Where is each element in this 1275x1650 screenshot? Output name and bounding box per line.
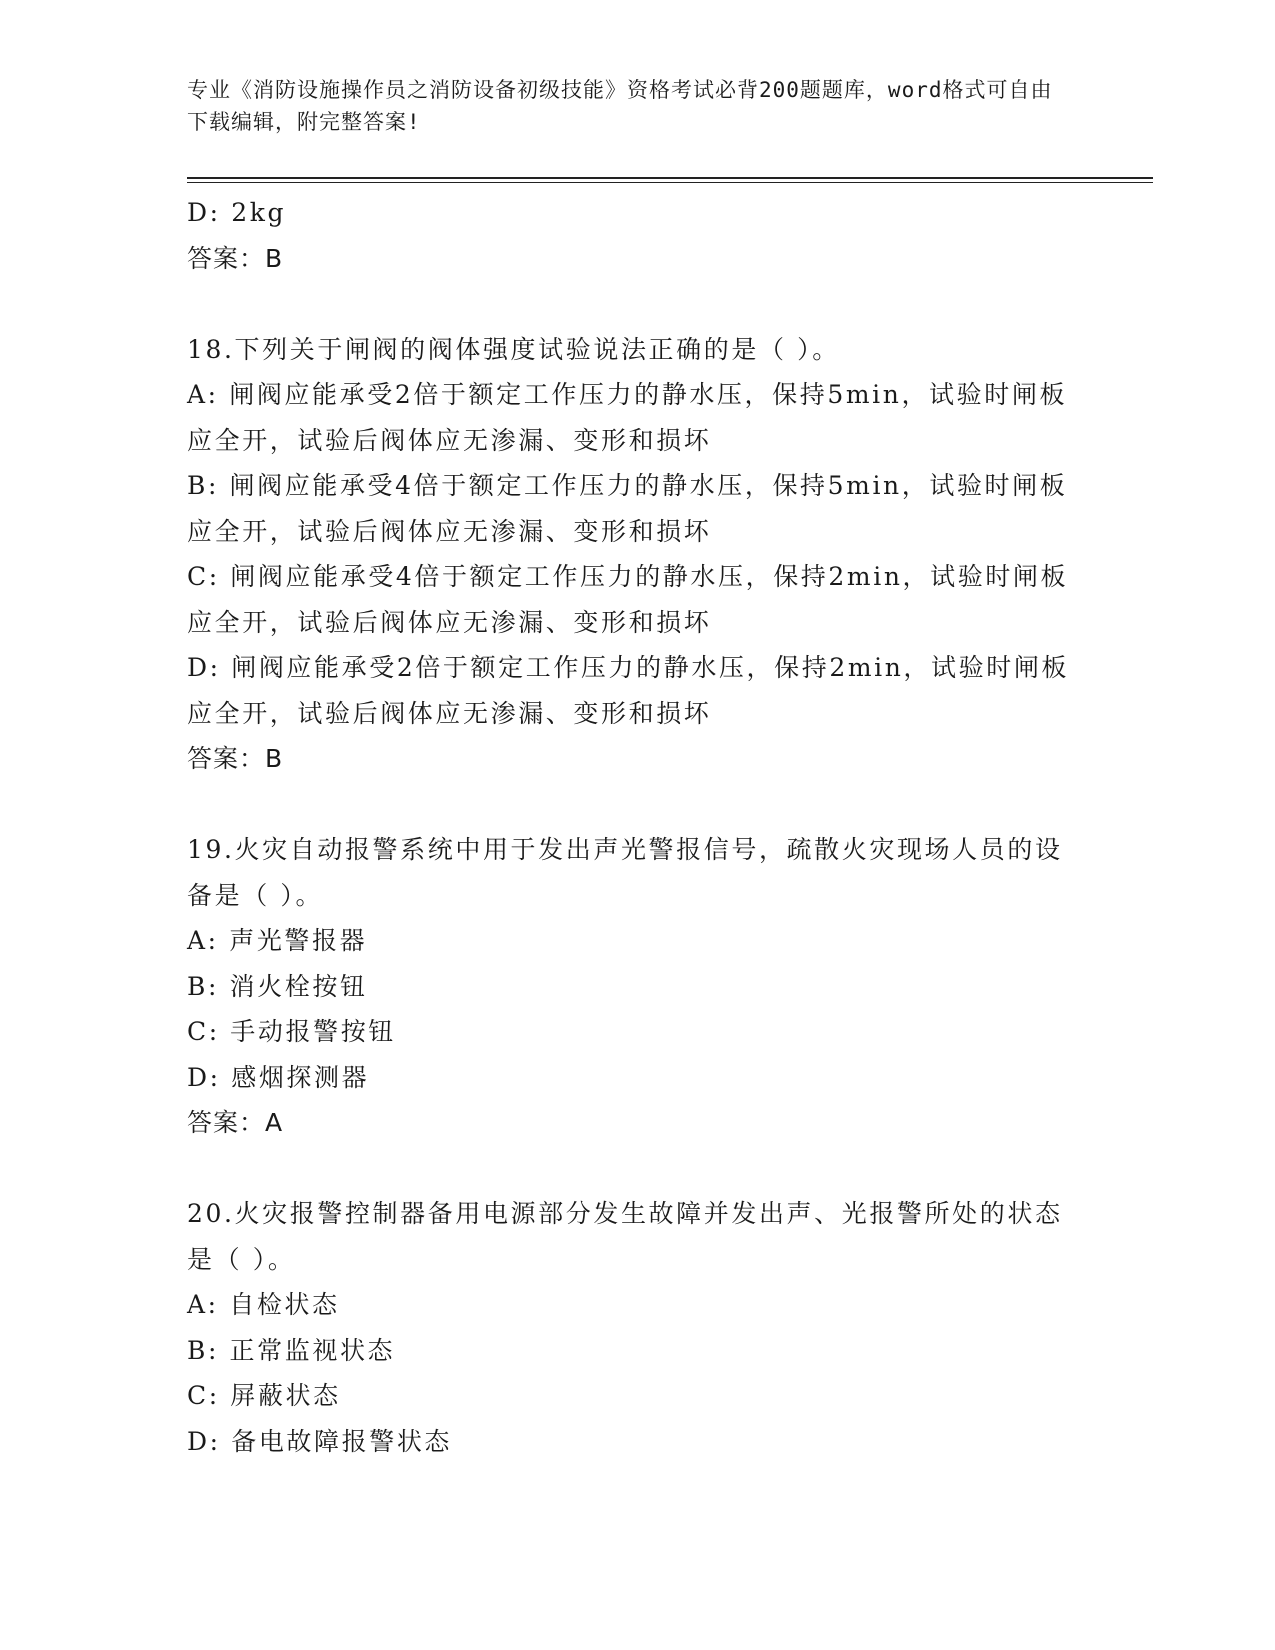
answer-line: 答案：A [187,1108,284,1137]
option-a: A: 闸阀应能承受2倍于额定工作压力的静水压，保持5min，试验时闸板应全开，试验后阀体应无渗漏、变形和损坏 [187,380,1068,455]
question-19 [187,827,1087,1146]
question-content [187,190,1087,1464]
question-stem: 19.火灾自动报警系统中用于发出声光警报信号，疏散火灾现场人员的设备是（ ）。 [187,835,1063,910]
answer-line: 答案：B [187,243,284,273]
option-b: B: 消火栓按钮 [187,971,368,1001]
option-c: C: 手动报警按钮 [187,1017,396,1046]
question-spacer [187,1146,1087,1192]
question-spacer [187,782,1087,828]
option-c: C: 屏蔽状态 [187,1381,341,1410]
answer-line: 答案：B [187,744,284,773]
option-d: D: 感烟探测器 [187,1062,370,1092]
header-divider-thick [187,177,1153,179]
question-20 [187,1191,1087,1464]
question-stem: 20.火灾报警控制器备用电源部分发生故障并发出声、光报警所处的状态是（ ）。 [187,1199,1063,1274]
option-d: D: 2kg [187,198,287,227]
option-a: A: 自检状态 [187,1290,340,1319]
question-18 [187,327,1087,782]
option-b: B: 正常监视状态 [187,1335,396,1365]
question-spacer [187,281,1087,327]
question-stem: 18.下列关于闸阀的阀体强度试验说法正确的是（ ）。 [187,334,840,364]
option-d: D: 闸阀应能承受2倍于额定工作压力的静水压，保持2min，试验时闸板应全开，试验后阀体应无渗漏、变形和损坏 [187,653,1070,728]
header-divider-thin [187,182,1153,183]
previous-question-fragment [187,190,1087,281]
option-d: D: 备电故障报警状态 [187,1426,453,1456]
document-header: 专业《消防设施操作员之消防设备初级技能》资格考试必背200题题库，word格式可自由下载编辑，附完整答案! [187,78,1053,134]
option-a: A: 声光警报器 [187,926,368,955]
option-c: C: 闸阀应能承受4倍于额定工作压力的静水压，保持2min，试验时闸板应全开，试验后阀体应无渗漏、变形和损坏 [187,562,1069,637]
option-b: B: 闸阀应能承受4倍于额定工作压力的静水压，保持5min，试验时闸板应全开，试验后阀体应无渗漏、变形和损坏 [187,471,1068,546]
